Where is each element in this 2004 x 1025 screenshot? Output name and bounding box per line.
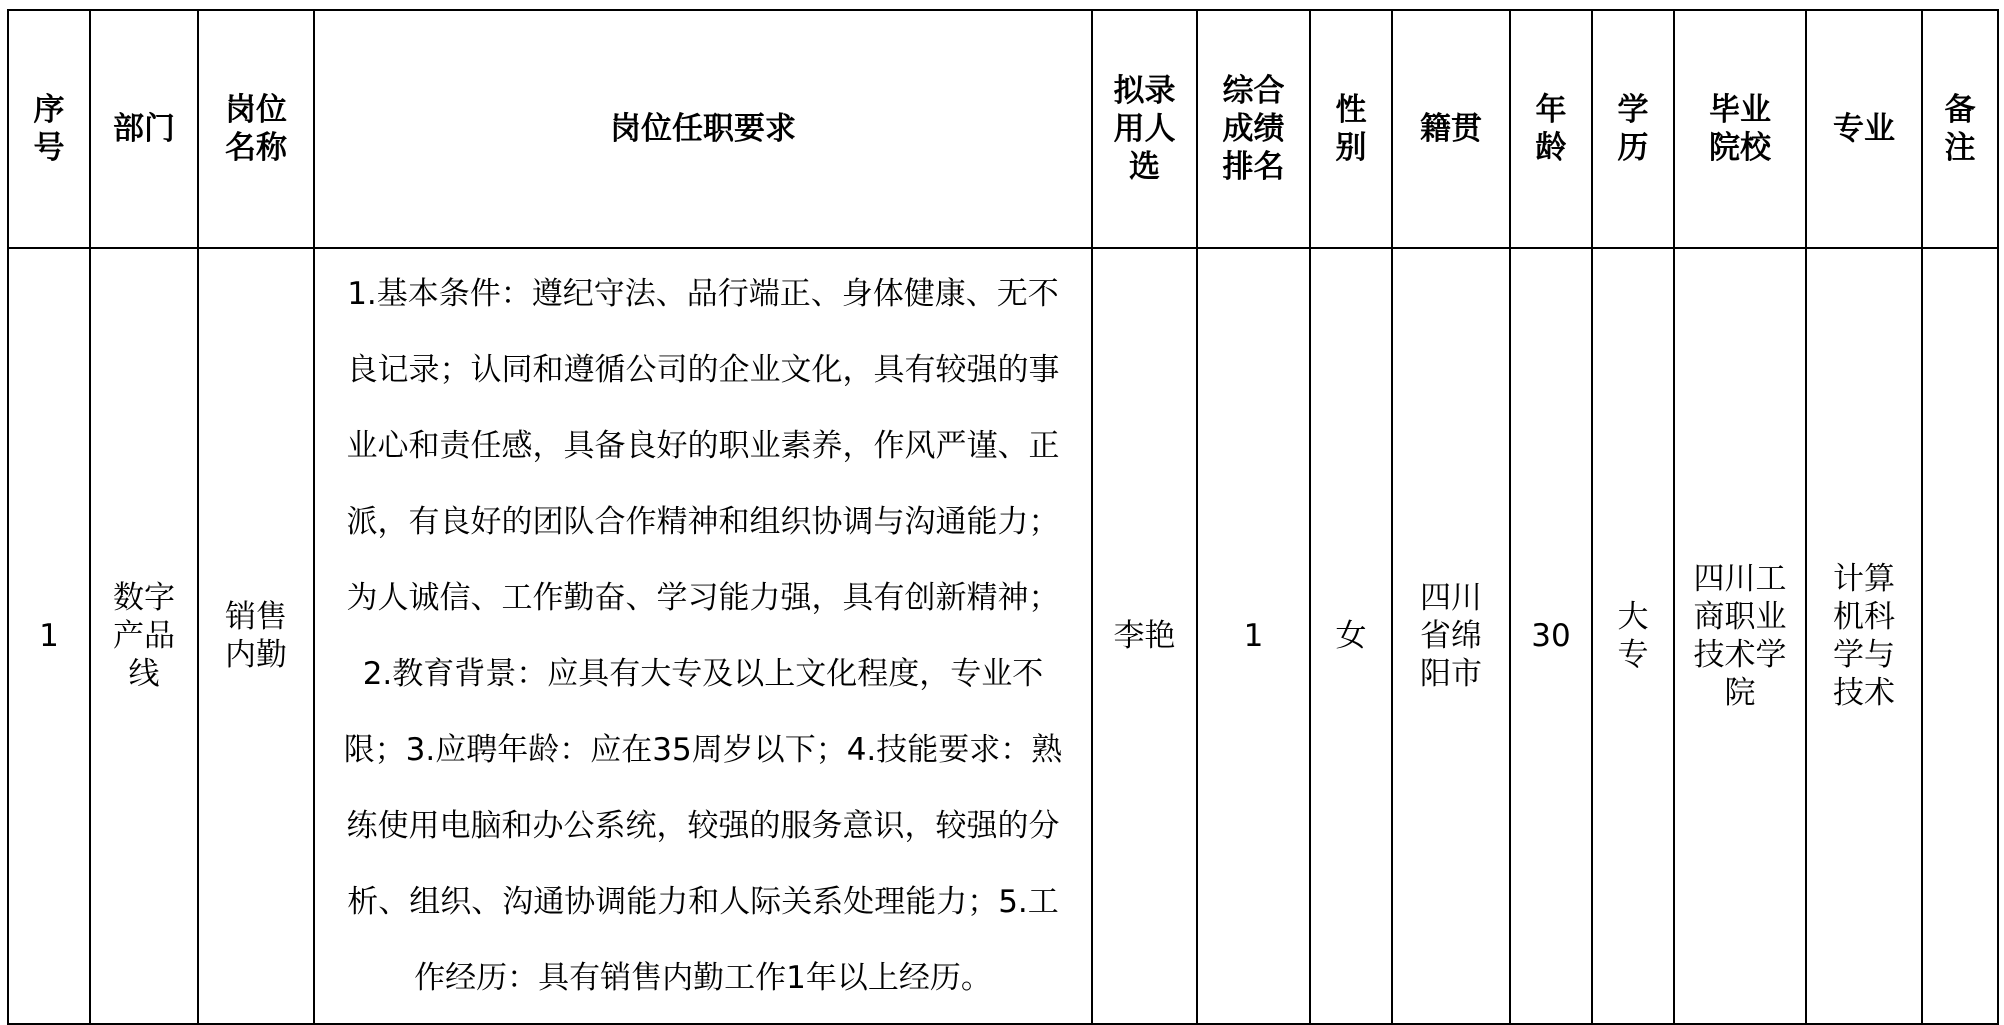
cell-department: 数字 产品 线 xyxy=(90,248,198,1024)
header-major: 专业 xyxy=(1806,10,1922,248)
cell-age: 30 xyxy=(1510,248,1592,1024)
header-requirements: 岗位任职要求 xyxy=(314,10,1092,248)
cell-index: 1 xyxy=(8,248,90,1024)
header-rank: 综合 成绩 排名 xyxy=(1197,10,1310,248)
header-age: 年 龄 xyxy=(1510,10,1592,248)
cell-rank: 1 xyxy=(1197,248,1310,1024)
header-hometown: 籍贯 xyxy=(1392,10,1510,248)
header-education: 学 历 xyxy=(1592,10,1674,248)
cell-major: 计算 机科 学与 技术 xyxy=(1806,248,1922,1024)
cell-school: 四川工 商职业 技术学 院 xyxy=(1674,248,1806,1024)
header-school: 毕业 院校 xyxy=(1674,10,1806,248)
cell-candidate: 李艳 xyxy=(1092,248,1197,1024)
header-gender: 性 别 xyxy=(1310,10,1392,248)
cell-position: 销售 内勤 xyxy=(198,248,314,1024)
header-position: 岗位 名称 xyxy=(198,10,314,248)
header-remarks: 备 注 xyxy=(1922,10,1998,248)
header-candidate: 拟录 用人 选 xyxy=(1092,10,1197,248)
cell-education: 大 专 xyxy=(1592,248,1674,1024)
recruitment-table xyxy=(7,9,1999,1025)
header-department: 部门 xyxy=(90,10,198,248)
header-index: 序 号 xyxy=(8,10,90,248)
table-row xyxy=(8,248,1998,1024)
cell-requirements: 1.基本条件：遵纪守法、品行端正、身体健康、无不 良记录；认同和遵循公司的企业文化，具有较强的事 业心和责任感，具备良好的职业素养，作风严谨、正 派，有良好的团队合作精神和组织协调与沟通能力； 为人诚信、工作勤奋、学习能力强，具有创新精神； 2.教育背景：应具有大专及以上文化程度，专业不 限；3.应聘年龄：应在35周岁以下；4.技能要求：熟 练使用电脑和办公系统，较强的服务意识，较强的分 析、组织、沟通协调能力和人际关系处理能力；5.工 作经历：具有销售内勤工作1年以上经历。 xyxy=(314,248,1092,1024)
cell-hometown: 四川 省绵 阳市 xyxy=(1392,248,1510,1024)
cell-remarks xyxy=(1922,248,1998,1024)
cell-gender: 女 xyxy=(1310,248,1392,1024)
header-row xyxy=(8,10,1998,248)
